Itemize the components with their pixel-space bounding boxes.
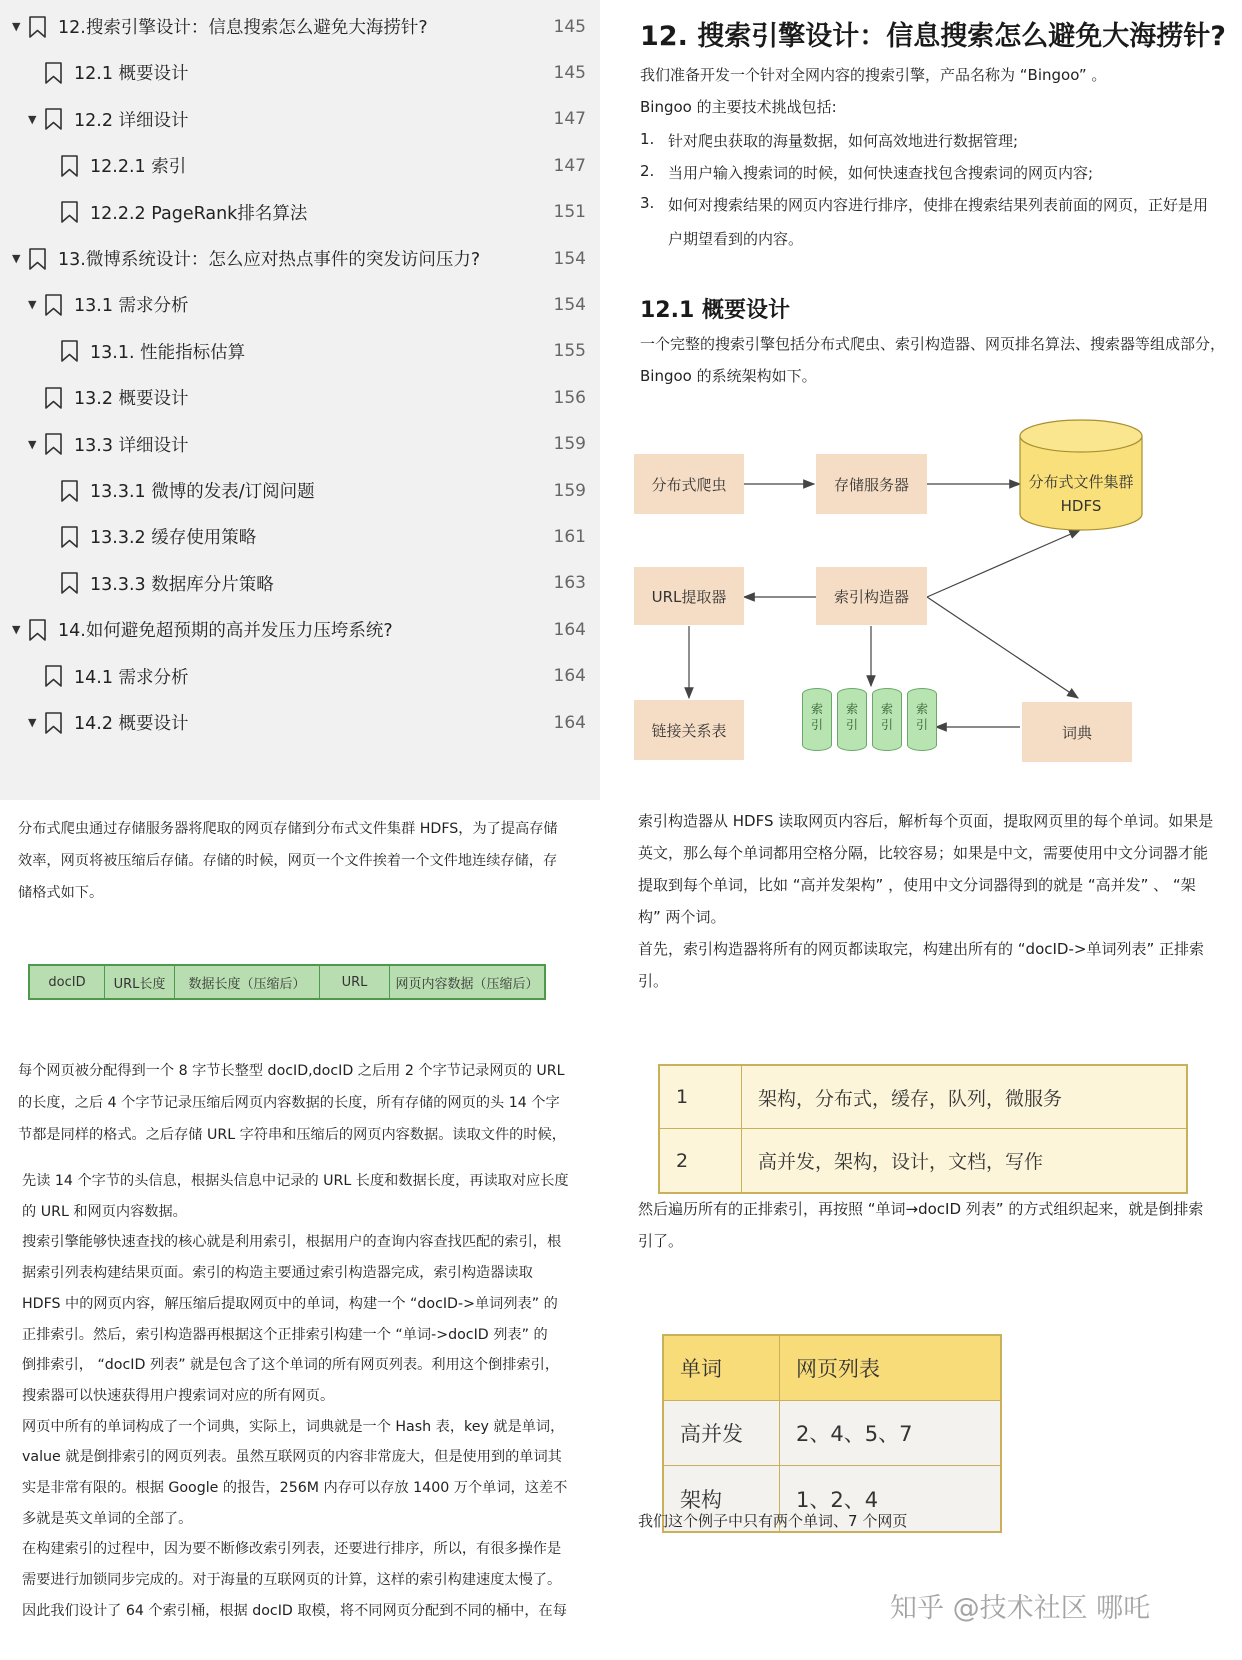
paragraph-line: 实是非常有限的。根据 Google 的报告，256M 内存可以存放 1400 万个单词，这差不 xyxy=(22,1480,568,1496)
expand-arrow-icon[interactable]: ▼ xyxy=(12,20,21,33)
arrow-builder-to-dictionary xyxy=(927,597,1078,698)
watermark: 知乎 @技术社区 哪吒 xyxy=(890,1593,1151,1624)
bookmark-icon xyxy=(60,340,79,362)
toc-item[interactable] xyxy=(0,652,600,701)
bookmark-icon xyxy=(44,62,63,84)
index-bucket: 索 引 xyxy=(837,688,867,751)
doc-id-cell: 1 xyxy=(660,1066,742,1128)
paragraph-line: 索引构造器从 HDFS 读取网页内容后，解析每个页面，提取网页里的每个单词。如果是 xyxy=(638,812,1214,830)
paragraph-line: 然后遍历所有的正排索引，再按照 “单词→docID 列表” 的方式组织起来，就是倒排索 xyxy=(638,1200,1204,1218)
toc-item[interactable] xyxy=(0,280,600,329)
bookmark-icon xyxy=(44,433,63,455)
toc-page-number: 164 xyxy=(553,619,586,640)
paragraph-line: 英文，那么每个单词都用空格分隔，比较容易；如果是中文，需要使用中文分词器才能 xyxy=(638,844,1209,862)
paragraph-line: 我们这个例子中只有两个单词、7 个网页 xyxy=(638,1512,908,1530)
table-row xyxy=(660,1129,1186,1192)
architecture-diagram xyxy=(620,400,1242,795)
page-search-engine-intro: 12. 搜索引擎设计：信息搜索怎么避免大海捞针? 我们准备开发一个针对全网内容的搜索引擎，产品名称为 “Bingoo” 。 Bingoo 的主要技术挑战包括: 1. 针对爬虫获取的海量数据，如何高效地进行数据管理; 2. 当用户输入搜索词的时候，如何快速查找包含搜索词的网页内容; 3. 如何对搜索结果的网页内容进行排序，使排在搜索结果列表前面的网页，正好是用 户期望看到的内容。 12.1 概要设计 一个完整的搜索引擎包括分布式爬虫、索引构造器、网页排名算法、搜索器等组成部分， Bingoo 的系统架构如下。 分布式爬虫 存储服务器 分布式文件集群 HDFS URL提取器 索引构造器 链接关系表 词典 索 引 索 引 索 引 索 引 xyxy=(620,0,1242,795)
section-text: 一个完整的搜索引擎包括分布式爬虫、索引构造器、网页排名算法、搜索器等组成部分， xyxy=(640,335,1226,353)
toc-item[interactable] xyxy=(0,698,600,747)
format-cell-content: 网页内容数据（压缩后） xyxy=(390,966,544,998)
toc-item-title: 13.3.2 缓存使用策略 xyxy=(90,528,257,549)
bookmark-icon xyxy=(60,526,79,548)
toc-page-number: 145 xyxy=(553,62,586,83)
paragraph-line: 每个网页被分配得到一个 8 字节长整型 docID,docID 之后用 2 个字节记录网页的 URL xyxy=(18,1063,565,1079)
arrow-hdfs-index-builder xyxy=(927,530,1080,597)
paragraph-line: 多就是英文单词的全部了。 xyxy=(22,1510,193,1527)
paragraph-line: 节都是同样的格式。之后存储 URL 字符串和压缩后的网页内容数据。读取文件的时候， xyxy=(18,1127,566,1143)
toc-page-number: 159 xyxy=(553,434,586,455)
forward-index-table xyxy=(658,1064,1188,1194)
paragraph-line: 提取到每个单词，比如 “高并发架构” ，使用中文分词器得到的就是 “高并发” 、 “架 xyxy=(638,876,1196,894)
inverted-index-table xyxy=(662,1334,1002,1533)
table-header-row xyxy=(664,1336,1000,1401)
expand-arrow-icon[interactable]: ▼ xyxy=(12,252,21,265)
bookmark-icon xyxy=(44,108,63,130)
bookmark-icon xyxy=(60,201,79,223)
toc-item[interactable] xyxy=(0,188,600,237)
hdfs-label-line1: 分布式文件集群 xyxy=(1028,473,1134,491)
word-list-cell: 架构，分布式，缓存，队列，微服务 xyxy=(758,1087,1063,1110)
table-row xyxy=(664,1401,1000,1466)
paragraph-line: 据索引列表构建结果页面。索引的构造主要通过索引构造器完成，索引构造器读取 xyxy=(22,1265,533,1282)
toc-page-number: 145 xyxy=(553,16,586,37)
toc-item[interactable] xyxy=(0,2,600,51)
paragraph-line: 引了。 xyxy=(638,1232,684,1250)
toc-page-number: 161 xyxy=(553,526,586,547)
toc-page-number: 164 xyxy=(553,666,586,687)
intro-text: 我们准备开发一个针对全网内容的搜索引擎，产品名称为 “Bingoo” 。 xyxy=(640,66,1107,84)
expand-arrow-icon[interactable]: ▼ xyxy=(28,437,37,451)
bookmark-icon xyxy=(28,248,47,270)
paragraph-line: 储格式如下。 xyxy=(18,885,104,901)
toc-item-title: 13.1. 性能指标估算 xyxy=(90,342,246,363)
index-bucket: 索 引 xyxy=(802,688,832,751)
toc-item-title: 14.2 概要设计 xyxy=(74,714,189,734)
storage-format-table xyxy=(28,964,546,1000)
toc-page-number: 154 xyxy=(553,294,586,315)
paragraph-line: 构” 两个词。 xyxy=(638,908,726,926)
bookmark-icon xyxy=(44,712,63,734)
toc-item[interactable] xyxy=(0,605,600,654)
node-index-builder: 索引构造器 xyxy=(816,567,927,625)
paragraph-line: 在构建索引的过程中，因为要不断修改索引列表，还要进行排序，所以，有很多操作是 xyxy=(22,1541,562,1558)
challenges-title: Bingoo 的主要技术挑战包括: xyxy=(640,98,837,116)
bookmark-icon xyxy=(60,155,79,177)
toc-item-title: 13.微博系统设计：怎么应对热点事件的突发访问压力? xyxy=(58,250,481,270)
doc-id-cell: 2 xyxy=(660,1129,742,1192)
word-cell: 高并发 xyxy=(664,1401,780,1465)
toc-item-title: 13.3.1 微博的发表/订阅问题 xyxy=(90,482,315,502)
toc-item[interactable] xyxy=(0,48,600,97)
toc-item[interactable] xyxy=(0,559,600,608)
toc-page-number: 156 xyxy=(553,387,586,408)
word-cell: 架构 xyxy=(664,1466,780,1531)
node-storage-server: 存储服务器 xyxy=(816,454,927,514)
node-url-extractor: URL提取器 xyxy=(634,567,744,625)
paragraph-line: 因此我们设计了 64 个索引桶，根据 docID 取模，将不同网页分配到不同的桶中，在每 xyxy=(22,1602,567,1619)
toc-page-number: 147 xyxy=(553,109,586,130)
header-word: 单词 xyxy=(664,1336,780,1400)
format-cell-url: URL xyxy=(320,966,390,998)
node-dictionary: 词典 xyxy=(1022,702,1132,762)
toc-item-title: 12.2 详细设计 xyxy=(74,110,189,131)
toc-item[interactable] xyxy=(0,234,600,283)
toc-item-title: 12.2.2 PageRank排名算法 xyxy=(90,203,308,224)
paragraph-line: 正排索引。然后，索引构造器再根据这个正排索引构建一个 “单词->docID 列表” 的 xyxy=(22,1326,548,1343)
hdfs-label-line2: HDFS xyxy=(1060,497,1102,515)
paragraph-line: HDFS 中的网页内容，解压缩后提取网页中的单词，构建一个 “docID->单词列表” 的 xyxy=(22,1295,558,1312)
toc-item-title: 14.如何避免超预期的高并发压力压垮系统? xyxy=(58,621,393,642)
bookmark-icon xyxy=(44,665,63,687)
page-list-cell: 1、2、4 xyxy=(796,1487,879,1512)
bookmark-toc-panel xyxy=(0,0,600,800)
toc-item-title: 14.1 需求分析 xyxy=(74,667,189,688)
toc-item[interactable] xyxy=(0,512,600,561)
paragraph-line: 倒排索引， “docID 列表” 就是包含了这个单词的所有网页列表。利用这个倒排索引， xyxy=(22,1357,560,1374)
toc-page-number: 151 xyxy=(553,202,586,223)
page-inverted-index xyxy=(620,812,1242,1660)
toc-item[interactable] xyxy=(0,420,600,469)
node-link-table: 链接关系表 xyxy=(634,700,744,760)
page-list-cell: 2、4、5、7 xyxy=(796,1422,913,1446)
header-page-list: 网页列表 xyxy=(796,1357,880,1381)
format-cell-url-length: URL长度 xyxy=(105,966,175,998)
hdfs-cylinder-top xyxy=(1020,420,1142,452)
paragraph-line: 的 URL 和网页内容数据。 xyxy=(22,1203,187,1220)
paragraph-line: 效率，网页将被压缩后存储。存储的时候，网页一个文件挨着一个文件地连续存储，存 xyxy=(18,853,558,869)
word-list-cell: 高并发，架构，设计，文档，写作 xyxy=(758,1151,1044,1173)
section-heading: 12.1 概要设计 xyxy=(640,298,790,323)
toc-item-title: 12.1 概要设计 xyxy=(74,64,189,85)
toc-page-number: 154 xyxy=(553,248,586,269)
paragraph-line: 需要进行加锁同步完成的。对于海量的互联网页的计算，这样的索引构建速度太慢了。 xyxy=(22,1572,562,1589)
paragraph-line: 的长度，之后 4 个字节记录压缩后网页内容数据的长度，所有存储的网页的头 14 个字 xyxy=(18,1095,560,1111)
bookmark-icon xyxy=(60,480,79,502)
paragraph-line: value 就是倒排索引的网页列表。虽然互联网页的内容非常庞大，但是使用到的单词其 xyxy=(22,1449,562,1466)
paragraph-line: 网页中所有的单词构成了一个词典，实际上，词典就是一个 Hash 表，key 就是单词， xyxy=(22,1418,565,1435)
toc-item-title: 12.2.1 索引 xyxy=(90,157,187,178)
bookmark-icon xyxy=(28,16,47,38)
toc-item[interactable] xyxy=(0,141,600,190)
chapter-heading: 12. 搜索引擎设计：信息搜索怎么避免大海捞针? xyxy=(640,21,1226,52)
bookmark-icon xyxy=(60,572,79,594)
expand-arrow-icon[interactable]: ▼ xyxy=(28,298,37,312)
paragraph-line: 首先，索引构造器将所有的网页都读取完，构建出所有的 “docID->单词列表” 正排索 xyxy=(638,940,1204,958)
toc-item-title: 13.3 详细设计 xyxy=(74,435,189,456)
toc-item[interactable] xyxy=(0,327,600,376)
toc-item-title: 13.3.3 数据库分片策略 xyxy=(90,574,274,595)
toc-page-number: 159 xyxy=(553,480,586,501)
toc-item[interactable] xyxy=(0,466,600,515)
section-text: Bingoo 的系统架构如下。 xyxy=(640,367,817,385)
toc-page-number: 163 xyxy=(553,573,586,594)
toc-page-number: 164 xyxy=(553,712,586,733)
bookmark-icon xyxy=(28,619,47,641)
format-cell-docid: docID xyxy=(30,966,105,998)
toc-page-number: 155 xyxy=(553,341,586,362)
table-row xyxy=(660,1066,1186,1129)
paragraph-line: 先读 14 个字节的头信息，根据头信息中记录的 URL 长度和数据长度，再读取对应长度 xyxy=(22,1173,569,1189)
bookmark-icon xyxy=(44,387,63,409)
toc-page-number: 147 xyxy=(553,155,586,176)
paragraph-line: 搜索引擎能够快速查找的核心就是利用索引，根据用户的查询内容查找匹配的索引，根 xyxy=(22,1234,562,1251)
node-distributed-crawler: 分布式爬虫 xyxy=(634,454,744,514)
bookmark-icon xyxy=(44,294,63,316)
toc-item-title: 13.1 需求分析 xyxy=(74,296,189,317)
toc-item-title: 12.搜索引擎设计：信息搜索怎么避免大海捞针? xyxy=(58,18,428,38)
toc-item[interactable] xyxy=(0,373,600,422)
index-bucket: 索 引 xyxy=(872,688,902,751)
expand-arrow-icon[interactable]: ▼ xyxy=(28,716,37,729)
paragraph-line: 引。 xyxy=(638,972,669,990)
toc-item-title: 13.2 概要设计 xyxy=(74,389,189,410)
expand-arrow-icon[interactable]: ▼ xyxy=(12,623,21,637)
page-storage-format xyxy=(0,821,602,1660)
paragraph-line: 分布式爬虫通过存储服务器将爬取的网页存储到分布式文件集群 HDFS，为了提高存储 xyxy=(18,821,558,837)
node-hdfs-cluster xyxy=(1020,470,1142,518)
expand-arrow-icon[interactable]: ▼ xyxy=(28,112,37,126)
toc-item[interactable] xyxy=(0,95,600,144)
format-cell-data-length: 数据长度（压缩后） xyxy=(175,966,320,998)
paragraph-line: 搜索器可以快速获得用户搜索词对应的所有网页。 xyxy=(22,1387,335,1404)
index-bucket: 索 引 xyxy=(907,688,937,751)
